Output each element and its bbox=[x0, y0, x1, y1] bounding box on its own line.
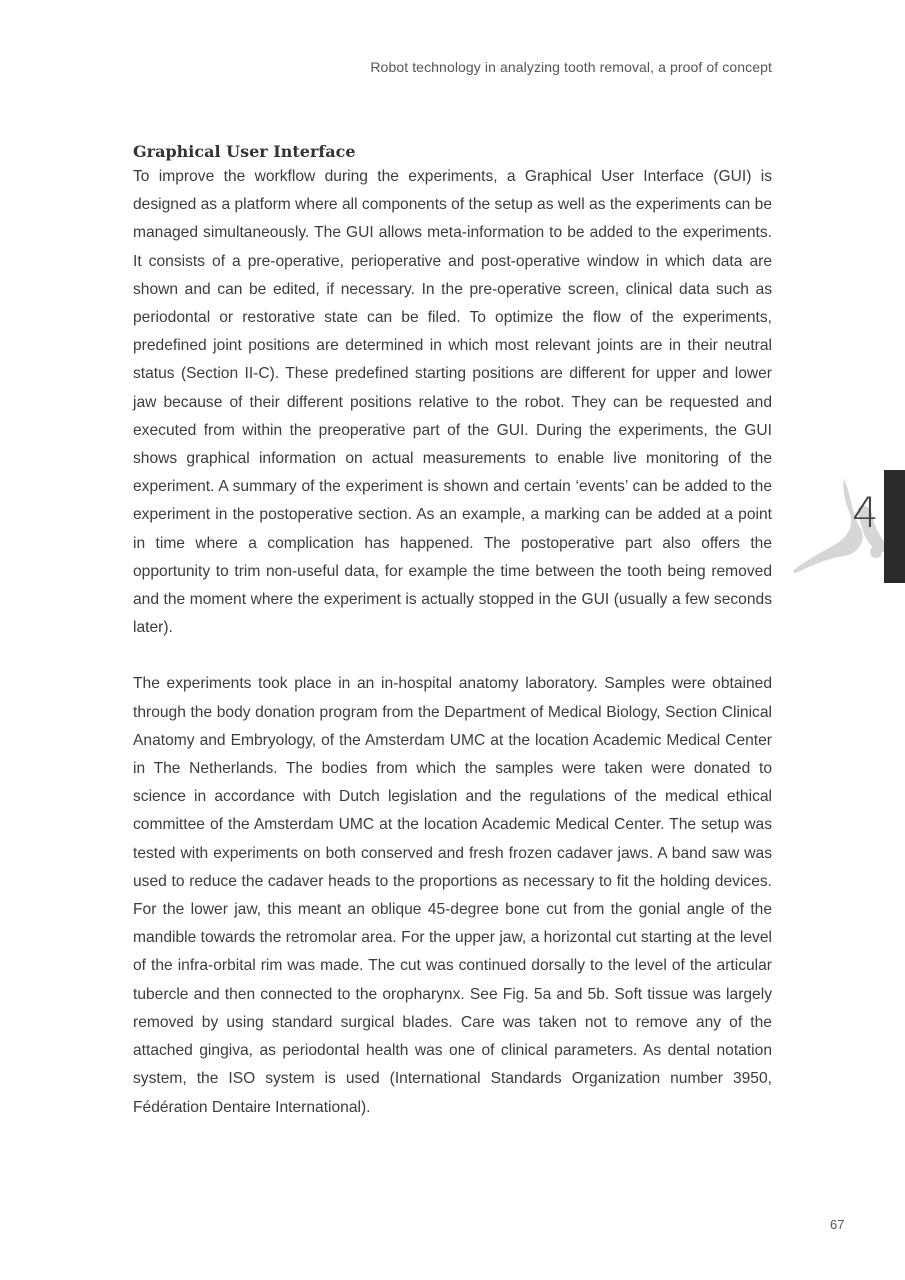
chapter-number: 4 bbox=[852, 488, 879, 537]
page-number: 67 bbox=[830, 1217, 845, 1232]
paragraph-gui: To improve the workflow during the experiments, a Graphical User Interface (GUI) is designed as a platform where all components of the setup as well as the experiments can be managed simultaneously. The GUI allows meta-information to be added to the experiments. It consists of a pre-operative, perioperative and post-operative window in which data are shown and can be edited, if necessary. In the pre-operative screen, clinical data such as periodontal or restorative state can be filed. To optimize the flow of the experiments, predefined joint positions are determined in which most relevant joints are in their neutral status (Section II-C). These predefined starting positions are different for upper and lower jaw because of their different positions relative to the robot. They can be requested and executed from within the preoperative part of the GUI. During the experiments, the GUI shows graphical information on actual measurements to enable live monitoring of the experiment. A summary of the experiment is shown and certain ‘events’ can be added to the experiment in the postoperative section. As an example, a marking can be added at a point in time where a complication has happened. The postoperative part also offers the opportunity to trim non-useful data, for example the time between the tooth being removed and the moment where the experiment is actually stopped in the GUI (usually a few seconds later). bbox=[133, 168, 772, 637]
main-content bbox=[133, 141, 772, 1122]
running-header: Robot technology in analyzing tooth removal, a proof of concept bbox=[370, 59, 772, 75]
section-heading: Graphical User Interface bbox=[133, 142, 356, 161]
chapter-tab bbox=[884, 470, 905, 583]
paragraph-experiments: The experiments took place in an in-hospital anatomy laboratory. Samples were obtained through the body donation program from the Department of Medical Biology, Section Clinical Anatomy and Embryology, of the Amsterdam UMC at the location Academic Medical Center in The Netherlands. The bodies from which the samples were taken were donated to science in accordance with Dutch legislation and the regulations of the medical ethical committee of the Amsterdam UMC at the location Academic Medical Center. The setup was tested with experiments on both conserved and fresh frozen cadaver jaws. A band saw was used to reduce the cadaver heads to the proportions as necessary to fit the holding devices. For the lower jaw, this meant an oblique 45-degree bone cut from the gonial angle of the mandible towards the retromolar area. For the upper jaw, a horizontal cut starting at the level of the infra-orbital rim was made. The cut was continued dorsally to the level of the articular tubercle and then connected to the oropharynx. See Fig. 5a and 5b. Soft tissue was largely removed by using standard surgical blades. Care was taken not to remove any of the attached gingiva, as periodontal health was one of clinical parameters. As dental notation system, the ISO system is used (International Standards Organization number 3950, Fédération Dentaire International). bbox=[133, 675, 772, 1116]
